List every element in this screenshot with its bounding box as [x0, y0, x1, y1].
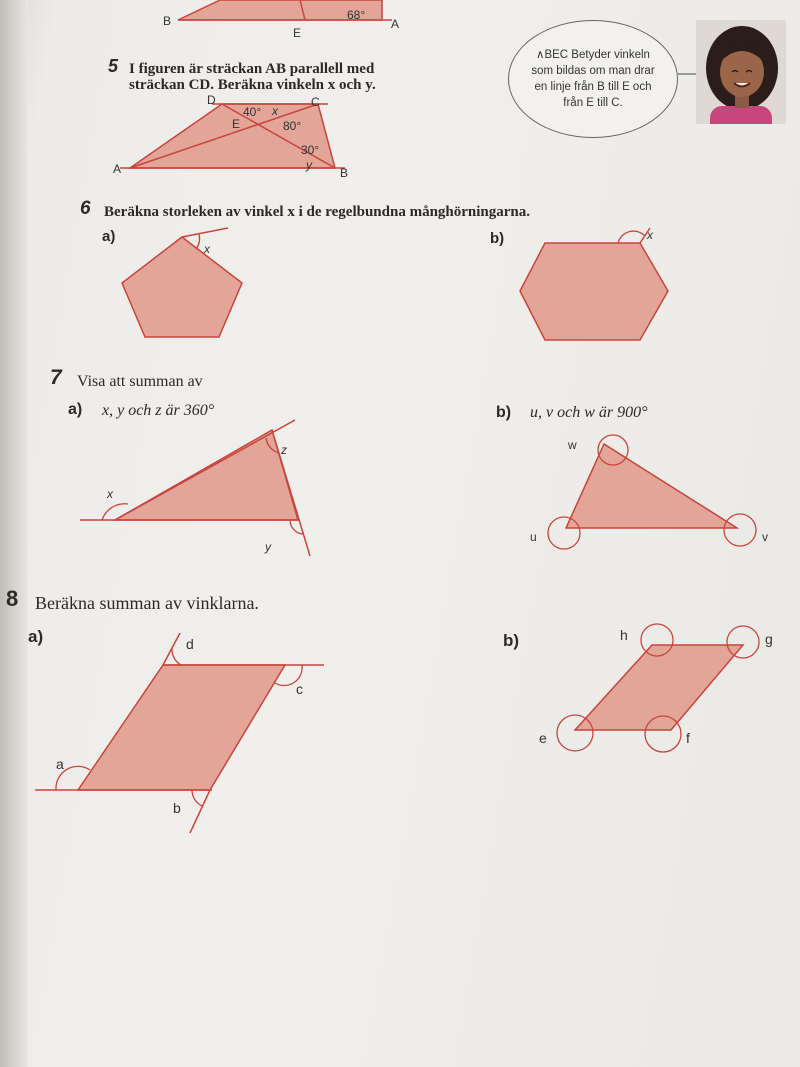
q5-label-d: D — [207, 93, 216, 107]
q6a-label: a) — [102, 228, 116, 245]
q8b-angle-h: h — [620, 627, 628, 643]
q5-label-e: E — [232, 117, 241, 131]
q8b-angle-f: f — [686, 730, 690, 746]
q7a-label: a) — [68, 401, 83, 418]
q8b-angle-g: g — [765, 631, 773, 647]
q5-angle-y: y — [306, 158, 312, 172]
top-label-a: A — [391, 17, 400, 31]
q7b-angle-u: u — [530, 530, 537, 544]
q6b-hexagon — [520, 228, 668, 340]
q7b-text: u, v och w är 900° — [530, 404, 648, 421]
q5-angle-80: 80° — [283, 119, 302, 133]
q7a-text: x, y och z är 360° — [102, 402, 215, 419]
hint-text: ∧BEC Betyder vinkeln som bildas om man drar en linje från B till E och från E till C. — [531, 49, 655, 109]
q6a-angle-x: x — [204, 242, 210, 256]
q6b-label: b) — [490, 230, 505, 247]
q7b-angle-w: w — [568, 438, 577, 452]
q7-text: Visa att summan av — [77, 373, 203, 390]
q6-number: 6 — [80, 198, 91, 219]
q7b-triangle — [548, 435, 756, 549]
q5-angle-40: 40° — [243, 105, 262, 119]
character-avatar — [696, 20, 786, 124]
hint-bubble — [508, 20, 678, 138]
top-label-68: 68° — [347, 8, 366, 22]
q5-number: 5 — [108, 56, 119, 76]
q5-angle-x: x — [272, 104, 278, 118]
q8b-label: b) — [503, 631, 520, 650]
q5-text-2: sträckan CD. Beräkna vinkeln x och y. — [129, 77, 376, 93]
q8a-angle-d: d — [186, 636, 194, 652]
top-label-b: B — [163, 14, 172, 28]
q5-angle-30: 30° — [301, 143, 320, 157]
q7a-angle-y: y — [265, 540, 271, 554]
q8b-angle-e: e — [539, 730, 547, 746]
q5-label-a: A — [113, 162, 122, 176]
q6a-pentagon — [122, 228, 242, 337]
top-label-e: E — [293, 26, 302, 40]
girl-portrait-icon — [696, 20, 786, 124]
q8a-angle-a: a — [56, 756, 64, 772]
q8a-angle-b: b — [173, 800, 181, 816]
q5-label-c: C — [311, 95, 320, 109]
q5-label-b: B — [340, 166, 349, 180]
q6-text: Beräkna storleken av vinkel x i de regelbundna månghörningarna. — [104, 204, 531, 220]
q7b-angle-v: v — [762, 530, 768, 544]
q7a-angle-x: x — [107, 487, 113, 501]
q8-text: Beräkna summan av vinklarna. — [35, 593, 259, 613]
q7a-angle-z: z — [281, 443, 287, 457]
q8-number: 8 — [6, 586, 19, 611]
q5-text-1: I figuren är sträckan AB parallell med — [129, 61, 375, 77]
q8a-label: a) — [28, 627, 44, 646]
q7-number: 7 — [50, 366, 62, 389]
q8b-parallelogram — [557, 624, 759, 752]
q6b-angle-x: x — [647, 228, 653, 242]
q8a-angle-c: c — [296, 681, 303, 697]
q7a-triangle — [80, 420, 310, 556]
q7b-label: b) — [496, 404, 512, 421]
